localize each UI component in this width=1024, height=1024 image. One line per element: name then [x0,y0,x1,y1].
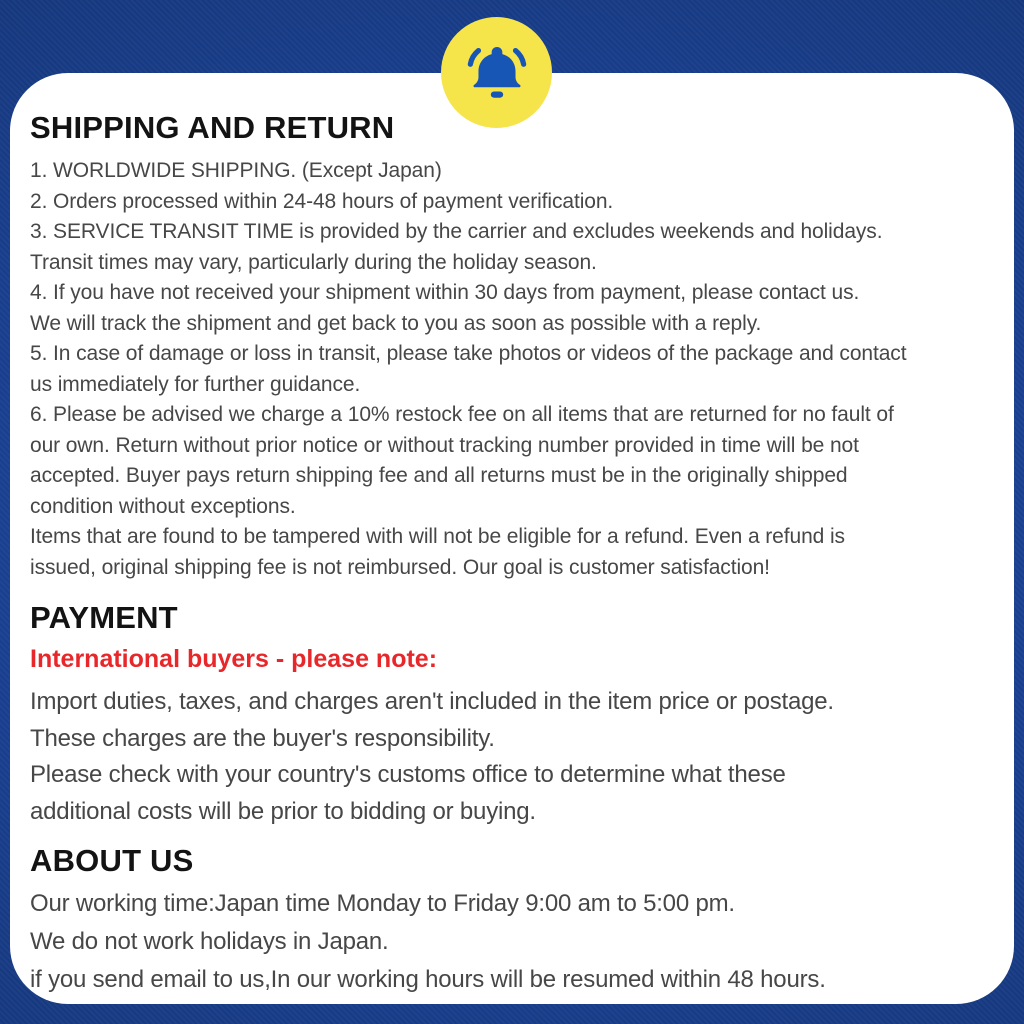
shipping-line: Items that are found to be tampered with will not be eligible for a refund. Even a refund is [30,525,845,548]
shipping-line: We will track the shipment and get back to you as soon as possible with a reply. [30,311,762,335]
about-line: We do not work holidays in Japan. [30,928,389,955]
bell-icon [458,34,536,112]
info-card [10,73,1014,1004]
shipping-line: accepted. Buyer pays return shipping fee and all returns must be in the originally shipped [30,464,848,487]
payment-line: These charges are the buyer's responsibility. [30,724,495,752]
shipping-line: 3. SERVICE TRANSIT TIME is provided by the carrier and excludes weekends and holidays. [30,220,883,243]
shipping-line: us immediately for further guidance. [30,372,361,396]
shipping-line: condition without exceptions. [30,494,296,518]
section-title-payment: PAYMENT [30,600,178,635]
international-buyers-note: International buyers - please note: [30,645,438,673]
section-title-about: ABOUT US [30,843,194,878]
shipping-line: 4. If you have not received your shipment within 30 days from payment, please contact us. [30,281,860,304]
about-section [30,885,986,999]
payment-line: additional costs will be prior to bidding or buying. [30,797,536,825]
shipping-line: 2. Orders processed within 24-48 hours of payment verification. [30,189,614,213]
shipping-line: issued, original shipping fee is not reimbursed. Our goal is customer satisfaction! [30,555,770,579]
about-line: Our working time:Japan time Monday to Friday 9:00 am to 5:00 pm. [30,890,735,917]
shipping-line: 1. WORLDWIDE SHIPPING. (Except Japan) [30,159,442,182]
shipping-line: 5. In case of damage or loss in transit, please take photos or videos of the package and contact [30,342,907,365]
payment-line: Please check with your country's customs office to determine what these [30,761,786,788]
section-title-shipping: SHIPPING AND RETURN [30,110,395,145]
shipping-line: our own. Return without prior notice or without tracking number provided in time will be not [30,433,859,457]
shipping-line: 6. Please be advised we charge a 10% restock fee on all items that are returned for no fault of [30,403,894,426]
notification-badge [441,17,552,128]
payment-section [30,684,986,830]
payment-line: Import duties, taxes, and charges aren't included in the item price or postage. [30,688,834,715]
shipping-line: Transit times may vary, particularly during the holiday season. [30,250,597,274]
shipping-section [30,156,986,583]
about-line: if you send email to us,In our working hours will be resumed within 48 hours. [30,966,826,993]
